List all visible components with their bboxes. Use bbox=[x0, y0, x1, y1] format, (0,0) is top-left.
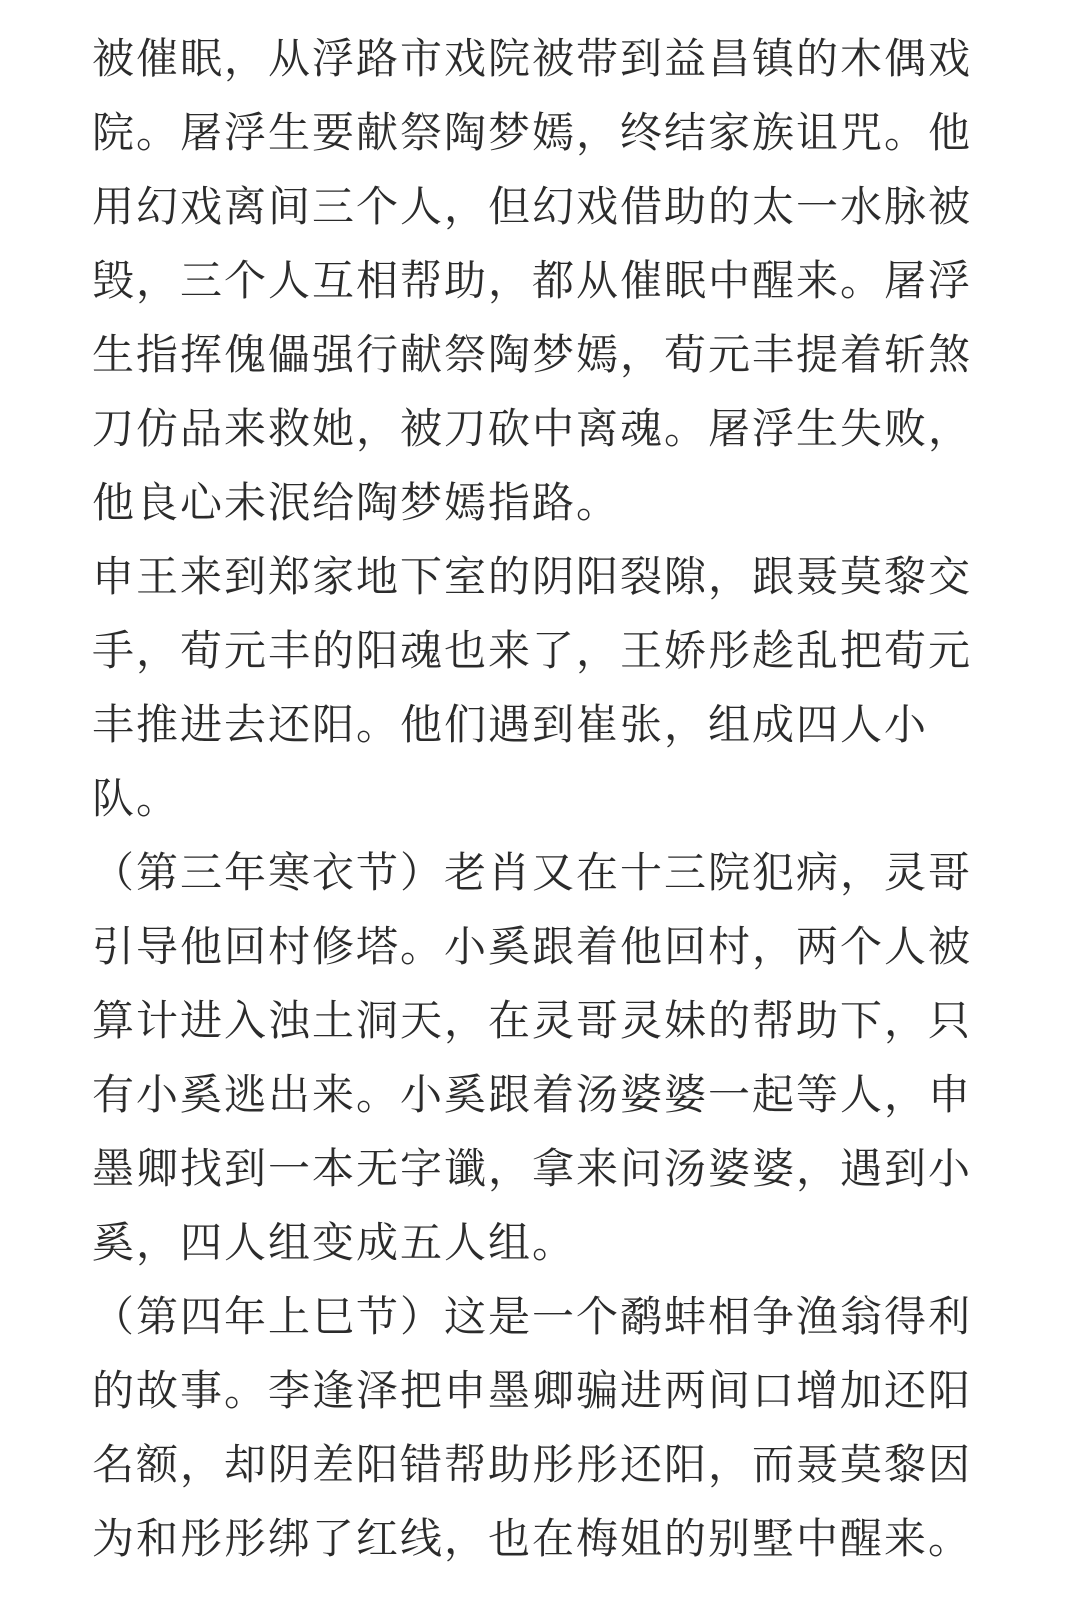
text-line: 的故事。李逢泽把申墨卿骗进两间口增加还阳 bbox=[92, 1366, 973, 1415]
document-page bbox=[92, 0, 972, 1576]
text-line: 生指挥傀儡强行献祭陶梦嫣，荀元丰提着斩煞 bbox=[92, 330, 973, 379]
paragraph-2 bbox=[92, 540, 972, 836]
paragraph-3 bbox=[92, 836, 972, 1280]
text-line: （第三年寒衣节）老肖又在十三院犯病，灵哥 bbox=[92, 848, 973, 897]
text-line: 奚，四人组变成五人组。 bbox=[92, 1218, 577, 1267]
text-line: 名额，却阴差阳错帮助彤彤还阳，而聂莫黎因 bbox=[92, 1440, 973, 1489]
text-line: 刀仿品来救她，被刀砍中离魂。屠浮生失败， bbox=[92, 404, 973, 453]
text-line: 丰推进去还阳。他们遇到崔张，组成四人小 bbox=[92, 700, 929, 749]
paragraph-1 bbox=[92, 0, 972, 540]
text-line: 院。屠浮生要献祭陶梦嫣，终结家族诅咒。他 bbox=[92, 108, 973, 157]
text-line: （第四年上巳节）这是一个鹬蚌相争渔翁得利 bbox=[92, 1292, 973, 1341]
text-line: 毁，三个人互相帮助，都从催眠中醒来。屠浮 bbox=[92, 256, 973, 305]
text-line: 墨卿找到一本无字谶，拿来问汤婆婆，遇到小 bbox=[92, 1144, 973, 1193]
text-line: 有小奚逃出来。小奚跟着汤婆婆一起等人，申 bbox=[92, 1070, 973, 1119]
paragraph-4 bbox=[92, 1280, 972, 1576]
text-line: 引导他回村修塔。小奚跟着他回村，两个人被 bbox=[92, 922, 973, 971]
text-line: 算计进入浊土洞天，在灵哥灵妹的帮助下，只 bbox=[92, 996, 973, 1045]
text-line: 申王来到郑家地下室的阴阳裂隙，跟聂莫黎交 bbox=[92, 552, 973, 601]
text-line: 为和彤彤绑了红线，也在梅姐的别墅中醒来。 bbox=[92, 1514, 973, 1563]
text-line: 队。 bbox=[92, 774, 181, 823]
text-line: 手，荀元丰的阳魂也来了，王娇彤趁乱把荀元 bbox=[92, 626, 973, 675]
text-line: 他良心未泯给陶梦嫣指路。 bbox=[92, 478, 621, 527]
text-line: 用幻戏离间三个人，但幻戏借助的太一水脉被 bbox=[92, 182, 973, 231]
text-line: 被催眠，从浮路市戏院被带到益昌镇的木偶戏 bbox=[92, 34, 973, 83]
